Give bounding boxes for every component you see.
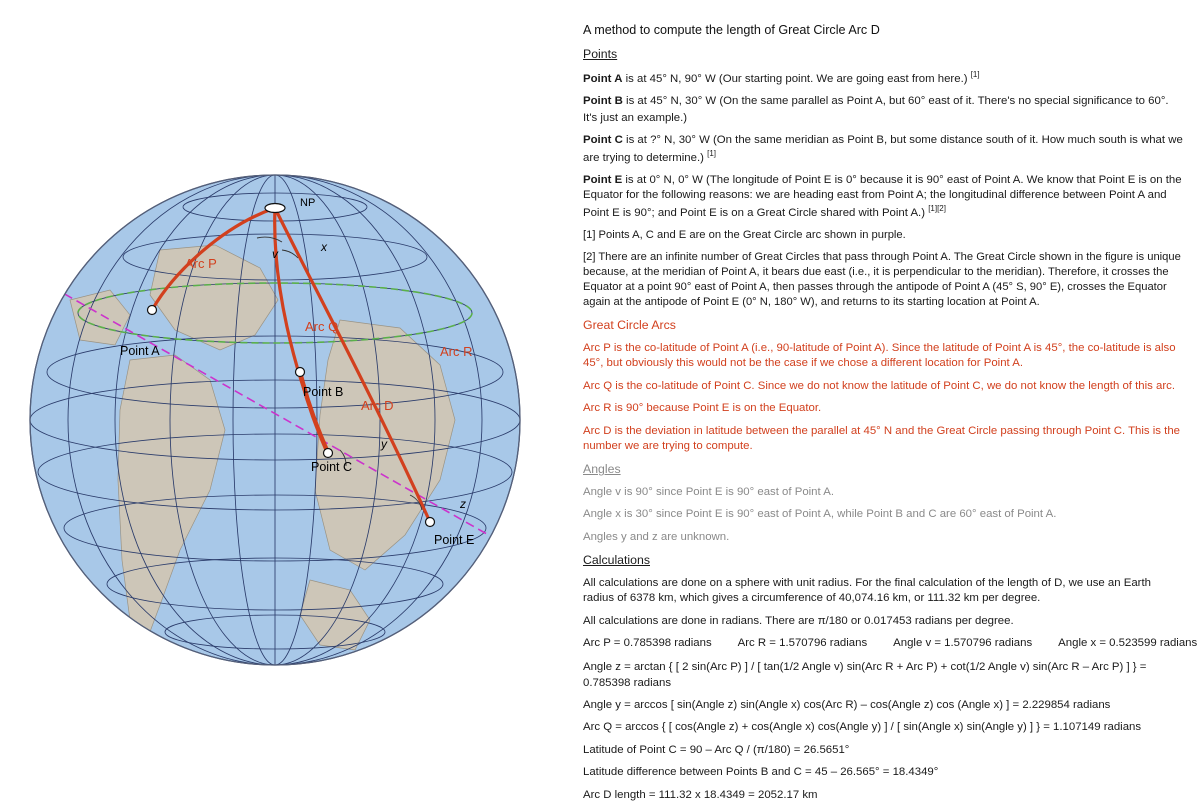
section-header-calculations: Calculations	[583, 553, 650, 568]
calculation-formula: Arc Q = arccos { [ cos(Angle z) + cos(Angle x) cos(Angle y) ] / [ sin(Angle x) sin(Angle y) ] } = 1.107149 radians	[583, 721, 1142, 734]
arc-text: is the co-latitude of Point C. Since we do not know the latitude of Point C, we do not know the length of this arc.	[612, 379, 1176, 392]
label-angle-x: x	[321, 240, 327, 254]
point-name: Point C	[583, 134, 623, 147]
calculation-value-row	[583, 636, 1198, 651]
arc-name: Arc P	[583, 342, 611, 355]
section-header-points: Points	[583, 47, 618, 61]
angle-entry: Angle v is 90° since Point E is 90° east of Point A.	[583, 485, 834, 498]
page-title: A method to compute the length of Great Circle Arc D	[583, 23, 880, 37]
marker-point-a	[148, 306, 157, 315]
arc-text: is the co-latitude of Point A (i.e., 90-latitude of Point A). Since the latitude of Point A is 45°, the co-latitude is also 45°, but obviously this would not be the case if we chose a different location for Point A.	[583, 342, 1176, 370]
calculation-formula: Angle z = arctan { [ 2 sin(Arc P) ] / [ tan(1/2 Angle v) sin(Arc R + Arc P) + cot(1/2 Angle v) sin(Arc R – Arc P) ] } = 0.785398 radians	[583, 661, 1147, 689]
calculation-formula: Latitude difference between Points B and C = 45 – 26.565° = 18.4349°	[583, 766, 939, 779]
label-arc-r: Arc R	[440, 344, 473, 359]
calculation-formula: Angle y = arccos [ sin(Angle z) sin(Angle x) cos(Arc R) – cos(Angle z) cos (Angle x) ] = 2.229854 radians	[583, 699, 1111, 712]
marker-north-pole	[265, 204, 285, 213]
calculation-formula: Latitude of Point C = 90 – Arc Q / (π/180) = 26.5651°	[583, 743, 850, 756]
arc-text: is 90° because Point E is on the Equator.	[611, 402, 822, 415]
footnote-1: [1] Points A, C and E are on the Great Circle arc shown in purple.	[583, 228, 906, 241]
globe-figure	[0, 0, 580, 797]
label-arc-q: Arc Q	[305, 319, 339, 334]
marker-point-c	[324, 449, 333, 458]
label-point-a: Point A	[120, 344, 160, 358]
point-footnote-ref: [1]	[707, 148, 716, 158]
point-footnote-ref: [1]	[970, 69, 980, 79]
point-name: Point E	[583, 173, 623, 186]
point-entry	[583, 94, 1183, 127]
arc-name: Arc D	[583, 424, 612, 437]
arc-entry	[583, 379, 1183, 394]
calc-value: Arc R = 1.570796 radians	[737, 636, 868, 649]
angle-entry: Angles y and z are unknown.	[583, 530, 730, 543]
label-arc-d: Arc D	[361, 398, 394, 413]
point-entry	[583, 133, 1183, 166]
arc-entry	[583, 424, 1183, 455]
point-entry	[583, 70, 1183, 87]
label-point-e: Point E	[434, 533, 475, 547]
arc-entry	[583, 401, 1183, 416]
point-entry	[583, 173, 1183, 221]
label-angle-z: z	[460, 497, 466, 511]
footnote-2: [2] There are an infinite number of Great Circles that pass through Point A. The Great Circle shown in the figure is unique because, at the meridian of Point A, it bears due east (i.e., it is perpendicular to the meridian). Therefore, it crosses the Equator at a point 90° east of Point A, then passes through the antipode of Point A (45° S, 90° E), crosses the Equator again at the antipode of Point E (0° N, 180° W), and returns to its starting location at Point A.	[583, 251, 1181, 309]
point-text: is at ?° N, 30° W (On the same meridian as Point B, but some distance south of it. How much south is what we are trying to determine.)	[583, 134, 1183, 164]
point-footnote-ref: [1][2]	[928, 203, 946, 213]
calculation-intro: All calculations are done in radians. There are π/180 or 0.017453 radians per degree.	[583, 614, 1014, 627]
point-name: Point B	[583, 94, 623, 107]
arc-name: Arc Q	[583, 379, 613, 392]
label-arc-p: Arc P	[185, 256, 217, 271]
marker-point-e	[426, 518, 435, 527]
label-angle-v: v	[272, 247, 278, 261]
label-point-b: Point B	[303, 385, 344, 399]
point-name: Point A	[583, 72, 623, 85]
calculation-result: Arc D length = 111.32 x 18.4349 = 2052.17 km	[583, 788, 818, 801]
marker-point-b	[296, 368, 305, 377]
calculation-intro: All calculations are done on a sphere with unit radius. For the final calculation of the length of D, we use an Earth radius of 6378 km, which gives a circumference of 40,074.16 km, or 111.32 km per degree.	[583, 576, 1151, 605]
arc-name: Arc R	[583, 402, 612, 415]
label-north-pole: NP	[300, 197, 316, 209]
calc-value: Angle v = 1.570796 radians	[893, 636, 1033, 649]
calc-value: Angle x = 0.523599 radians	[1058, 636, 1198, 649]
arc-text: is the deviation in latitude between the parallel at 45° N and the Great Circle passing through Point C. This is the number we are trying to compute.	[583, 424, 1180, 452]
arc-entry	[583, 341, 1183, 372]
point-text: is at 45° N, 90° W (Our starting point. We are going east from here.)	[622, 72, 971, 85]
label-point-c: Point C	[311, 460, 352, 474]
angle-entry: Angle x is 30° since Point E is 90° east of Point A, while Point B and C are 60° east of Point A.	[583, 508, 1057, 521]
globe-diagram	[10, 150, 570, 750]
point-text: is at 45° N, 30° W (On the same parallel as Point A, but 60° east of it. There's no special significance to 60°. It's just an example.)	[583, 94, 1169, 124]
point-text: is at 0° N, 0° W (The longitude of Point E is 0° because it is 90° east of Point A. We know that Point E is on the Equator for the following reasons: we are heading east from Point A; the longitudinal difference between Point A and Point E is 90°; and Point E is on a Great Circle shared with Point A.)	[583, 173, 1182, 219]
calc-value: Arc P = 0.785398 radians	[583, 636, 712, 649]
section-header-angles: Angles	[583, 462, 621, 477]
explanation-pane	[583, 22, 1198, 810]
label-angle-y: y	[381, 437, 387, 451]
section-header-arcs: Great Circle Arcs	[583, 318, 676, 333]
